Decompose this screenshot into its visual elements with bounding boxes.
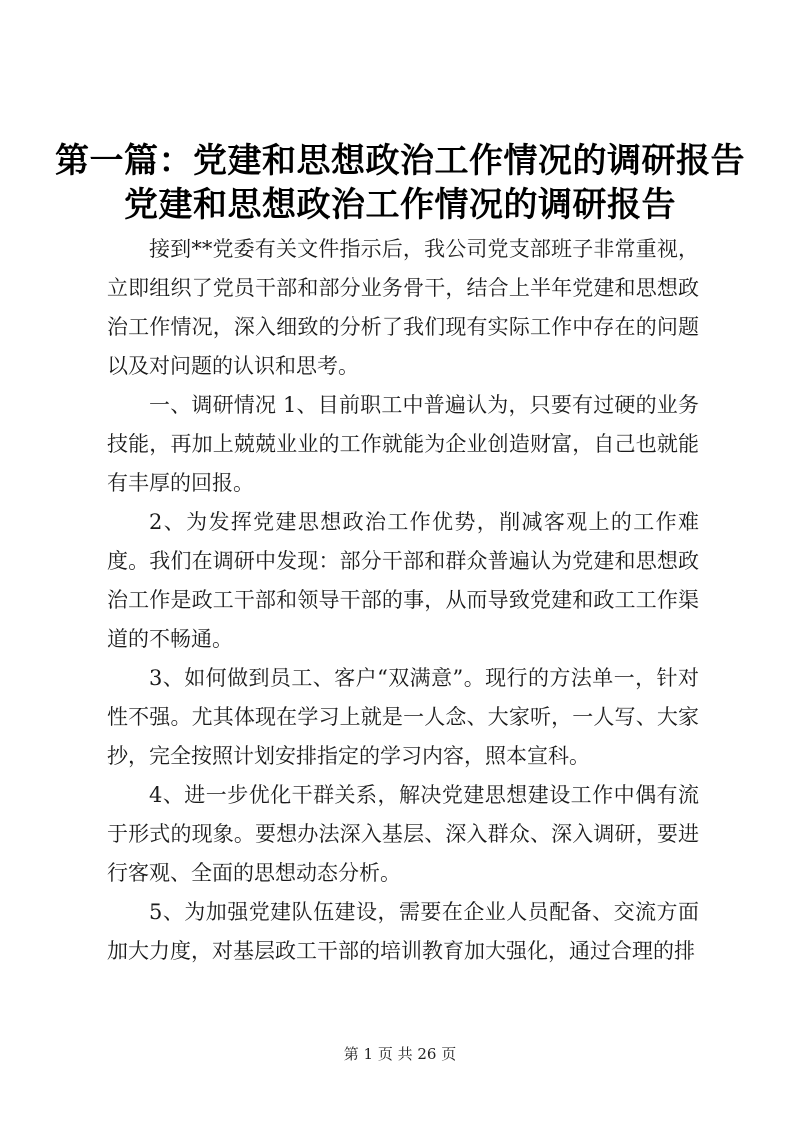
paragraph-item-1: 一、调研情况 1、目前职工中普遍认为，只要有过硬的业务技能，再加上兢兢业业的工作就能为企业创造财富，自己也就能有丰厚的回报。 — [107, 393, 699, 495]
page-number-footer: 第 1 页 共 26 页 — [343, 1045, 457, 1063]
paragraph-item-2: 2、为发挥党建思想政治工作优势，削减客观上的工作难度。我们在调研中发现：部分干部和群众普遍认为党建和思想政治工作是政工干部和领导干部的事，从而导致党建和政工工作渠道的不畅通。 — [107, 510, 699, 651]
document-body — [107, 230, 699, 971]
document-title: 第一篇：党建和思想政治工作情况的调研报告 — [55, 141, 745, 181]
paragraph-item-5: 5、为加强党建队伍建设，需要在企业人员配备、交流方面加大力度，对基层政工干部的培训教育加大强化，通过合理的排 — [107, 900, 699, 963]
paragraph-intro: 接到**党委有关文件指示后，我公司党支部班子非常重视，立即组织了党员干部和部分业务骨干，结合上半年党建和思想政治工作情况，深入细致的分析了我们现有实际工作中存在的问题以及对问题的认识和思考。 — [107, 237, 699, 378]
paragraph-item-4: 4、进一步优化干群关系，解决党建思想建设工作中偶有流于形式的现象。要想办法深入基层、深入群众、深入调研，要进行客观、全面的思想动态分析。 — [107, 783, 699, 885]
paragraph-item-3: 3、如何做到员工、客户“双满意”。现行的方法单一，针对性不强。尤其体现在学习上就是一人念、大家听，一人写、大家抄，完全按照计划安排指定的学习内容，照本宣科。 — [107, 666, 699, 768]
document-subtitle: 党建和思想政治工作情况的调研报告 — [124, 185, 676, 225]
